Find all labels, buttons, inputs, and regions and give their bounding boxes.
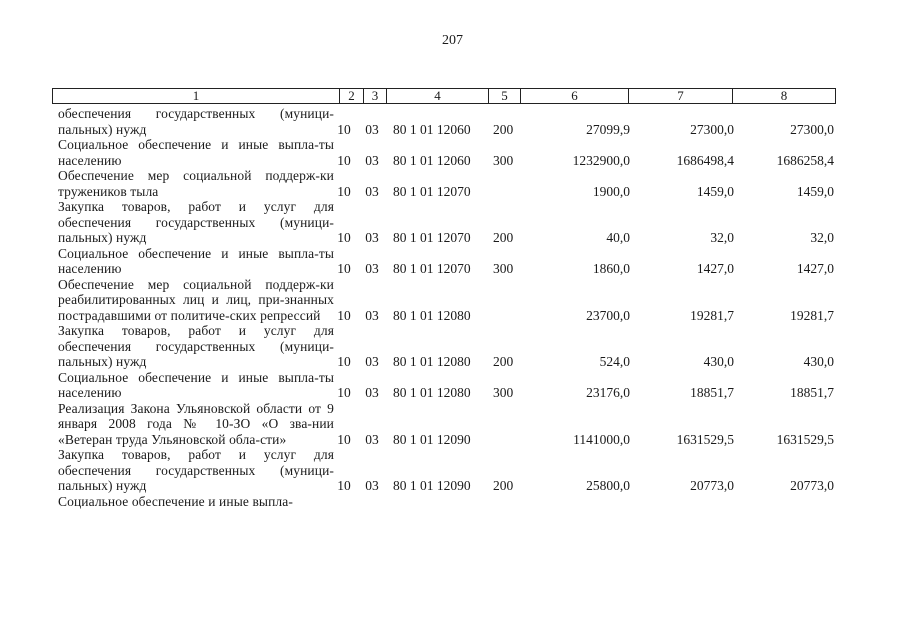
cell-amount-7: 27300,0 (690, 121, 734, 137)
cell-expense-type: 200 (493, 354, 514, 369)
cell-section: 10 (337, 431, 351, 447)
table-body (52, 106, 836, 640)
cell-amount-8: 1459,0 (796, 183, 834, 199)
table-row (52, 401, 836, 448)
row-description: Социальное обеспечение и иные выпла-ты населению (58, 137, 334, 168)
row-description: Социальное обеспечение и иные выпла-ты населению (58, 245, 334, 276)
cell-section: 10 (337, 230, 351, 245)
cell-amount-7: 1427,0 (696, 261, 734, 276)
cell-amount-6: 1232900,0 (572, 152, 630, 168)
row-description: Обеспечение мер социальной поддерж-ки реабилитированных лиц и лиц, при-знанных пострадавшими от политиче-ских репрессий (58, 276, 334, 323)
cell-amount-6: 1900,0 (592, 183, 630, 199)
cell-amount-7: 1631529,5 (676, 431, 734, 447)
row-description: Социальное обеспечение и иные выпла- (58, 493, 293, 509)
row-description: Обеспечение мер социальной поддерж-ки тружеников тыла (58, 168, 334, 199)
cell-amount-6: 23176,0 (586, 385, 630, 400)
cell-amount-8: 20773,0 (790, 478, 834, 493)
cell-target-article: 80 1 01 12080 (393, 307, 471, 323)
cell-target-article: 80 1 01 12090 (393, 478, 471, 493)
row-description: Закупка товаров, работ и услуг для обеспечения государственных (муници-пальных) нужд (58, 447, 334, 493)
row-description: обеспечения государственных (муници-пальных) нужд (58, 106, 334, 137)
cell-amount-7: 1686498,4 (676, 152, 734, 168)
cell-subsection: 03 (365, 307, 379, 323)
cell-amount-8: 1631529,5 (776, 431, 834, 447)
table-row (52, 106, 836, 137)
row-description: Реализация Закона Ульяновской области от 9 января 2008 года № 10-ЗО «О зва-нии «Ветеран труда Ульяновской обла-сти» (58, 400, 334, 447)
cell-amount-8: 32,0 (810, 230, 834, 245)
cell-target-article: 80 1 01 12080 (393, 385, 471, 400)
cell-subsection: 03 (365, 431, 379, 447)
cell-amount-8: 1686258,4 (776, 152, 834, 168)
table-row (52, 168, 836, 199)
table-row (52, 323, 836, 370)
table-row (52, 447, 836, 494)
cell-amount-6: 40,0 (606, 230, 630, 245)
cell-subsection: 03 (365, 261, 379, 276)
cell-amount-6: 1860,0 (592, 261, 630, 276)
column-header-7: 7 (628, 89, 732, 103)
column-header-8: 8 (732, 89, 835, 103)
cell-amount-7: 19281,7 (690, 307, 734, 323)
column-header-2: 2 (339, 89, 363, 103)
page-number: 207 (442, 33, 463, 48)
cell-target-article: 80 1 01 12070 (393, 230, 471, 245)
cell-section: 10 (337, 183, 351, 199)
cell-expense-type: 200 (493, 230, 514, 245)
cell-section: 10 (337, 385, 351, 400)
cell-section: 10 (337, 478, 351, 493)
column-header-3: 3 (363, 89, 386, 103)
cell-target-article: 80 1 01 12060 (393, 121, 471, 137)
table-row (52, 199, 836, 246)
cell-target-article: 80 1 01 12070 (393, 261, 471, 276)
cell-amount-6: 23700,0 (586, 307, 630, 323)
cell-section: 10 (337, 152, 351, 168)
cell-section: 10 (337, 121, 351, 137)
cell-subsection: 03 (365, 183, 379, 199)
cell-section: 10 (337, 307, 351, 323)
cell-expense-type: 200 (493, 478, 514, 493)
cell-subsection: 03 (365, 230, 379, 245)
cell-amount-8: 1427,0 (796, 261, 834, 276)
cell-target-article: 80 1 01 12080 (393, 354, 471, 369)
cell-amount-8: 18851,7 (790, 385, 834, 400)
column-header-row (52, 88, 836, 104)
cell-amount-7: 32,0 (710, 230, 734, 245)
cell-expense-type: 300 (493, 385, 514, 400)
cell-subsection: 03 (365, 121, 379, 137)
cell-amount-8: 430,0 (803, 354, 834, 369)
cell-target-article: 80 1 01 12090 (393, 431, 471, 447)
table-row (52, 494, 836, 510)
cell-amount-8: 19281,7 (790, 307, 834, 323)
cell-target-article: 80 1 01 12060 (393, 152, 471, 168)
table-row (52, 137, 836, 168)
row-description: Закупка товаров, работ и услуг для обеспечения государственных (муници-пальных) нужд (58, 323, 334, 369)
cell-amount-8: 27300,0 (790, 121, 834, 137)
cell-expense-type: 300 (493, 152, 514, 168)
table-row (52, 370, 836, 401)
cell-amount-6: 25800,0 (586, 478, 630, 493)
table-row (52, 277, 836, 324)
cell-expense-type: 200 (493, 121, 514, 137)
cell-section: 10 (337, 261, 351, 276)
table-row (52, 246, 836, 277)
cell-section: 10 (337, 354, 351, 369)
cell-amount-7: 20773,0 (690, 478, 734, 493)
row-description: Социальное обеспечение и иные выпла-ты населению (58, 369, 334, 400)
cell-target-article: 80 1 01 12070 (393, 183, 471, 199)
cell-subsection: 03 (365, 478, 379, 493)
column-header-1: 1 (192, 88, 200, 103)
cell-amount-7: 430,0 (703, 354, 734, 369)
column-header-5: 5 (488, 89, 520, 103)
cell-subsection: 03 (365, 385, 379, 400)
cell-amount-6: 27099,9 (586, 121, 630, 137)
cell-expense-type: 300 (493, 261, 514, 276)
column-header-6: 6 (520, 89, 628, 103)
cell-amount-6: 524,0 (599, 354, 630, 369)
cell-subsection: 03 (365, 354, 379, 369)
cell-amount-7: 1459,0 (696, 183, 734, 199)
cell-subsection: 03 (365, 152, 379, 168)
cell-amount-6: 1141000,0 (573, 431, 630, 447)
column-header-4: 4 (386, 89, 488, 103)
cell-amount-7: 18851,7 (690, 385, 734, 400)
row-description: Закупка товаров, работ и услуг для обеспечения государственных (муници-пальных) нужд (58, 199, 334, 245)
